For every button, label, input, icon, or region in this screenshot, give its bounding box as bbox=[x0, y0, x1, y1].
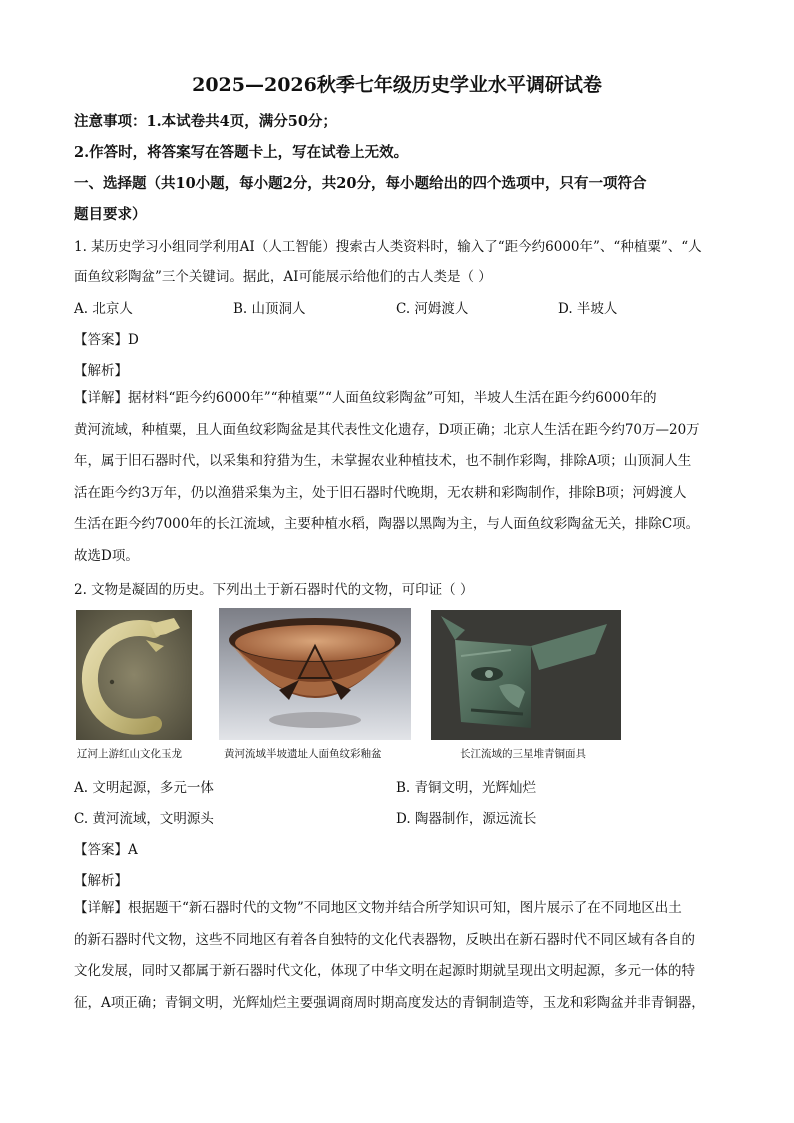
q2-detail-line: 征，A项正确；青铜文明，光辉灿烂主要强调商周时期高度发达的青铜制造等，玉龙和彩陶盆并非青铜器， bbox=[74, 994, 705, 1011]
jade-dragon-image bbox=[76, 610, 192, 740]
q2-analysis-label: 【解析】 bbox=[74, 873, 128, 889]
q2-option-b: B. 青铜文明，光辉灿烂 bbox=[396, 780, 537, 796]
section-heading-line-1: 一、选择题（共10小题，每小题2分，共20分，每小题给出的四个选项中，只有一项符合 bbox=[74, 175, 647, 192]
q1-option-d: D. 半坡人 bbox=[558, 301, 618, 317]
q1-detail-line: 故选D项。 bbox=[74, 547, 139, 564]
painted-basin-image bbox=[219, 608, 411, 740]
bronze-mask-image bbox=[431, 610, 621, 740]
caption-jade-dragon: 辽河上游红山文化玉龙 bbox=[77, 748, 182, 760]
page-title: 2025—2026秋季七年级历史学业水平调研试卷 bbox=[192, 74, 602, 96]
notice-line-2: 2.作答时，将答案写在答题卡上，写在试卷上无效。 bbox=[74, 144, 409, 161]
q1-stem-line-2: 面鱼纹彩陶盆”三个关键词。据此，AI可能展示给他们的古人类是（ ） bbox=[74, 269, 492, 285]
q2-option-a: A. 文明起源，多元一体 bbox=[74, 780, 214, 796]
q1-answer: 【答案】D bbox=[74, 332, 139, 348]
q1-detail-line: 生活在距今约7000年的长江流域，主要种植水稻，陶器以黑陶为主，与人面鱼纹彩陶盆无关，排除C项。 bbox=[74, 516, 700, 532]
section-heading-line-2: 题目要求） bbox=[74, 206, 147, 223]
q2-answer: 【答案】A bbox=[74, 842, 138, 858]
q1-option-c: C. 河姆渡人 bbox=[396, 301, 469, 317]
notice-line-1: 注意事项：1.本试卷共4页，满分50分； bbox=[74, 113, 337, 130]
q2-stem: 2. 文物是凝固的历史。下列出土于新石器时代的文物，可印证（ ） bbox=[74, 582, 474, 598]
q1-detail-line: 年，属于旧石器时代，以采集和狩猎为生，未掌握农业种植技术，也不制作彩陶，排除A项；山顶洞人生 bbox=[74, 453, 692, 469]
q1-detail bbox=[74, 383, 738, 572]
q1-detail-line: 黄河流域，种植粟，且人面鱼纹彩陶盆是其代表性文化遗存，D项正确；北京人生活在距今约70万—20万 bbox=[74, 421, 700, 438]
q1-option-b: B. 山顶洞人 bbox=[233, 301, 306, 317]
q1-detail-line: 【详解】据材料“距今约6000年”“种植粟”“人面鱼纹彩陶盆”可知，半坡人生活在距今约6000年的 bbox=[74, 390, 657, 406]
q1-detail-line: 活在距今约3万年，仍以渔猎采集为主，处于旧石器时代晚期，无农耕和彩陶制作，排除B项；河姆渡人 bbox=[74, 484, 687, 501]
caption-bronze-mask: 长江流域的三星堆青铜面具 bbox=[460, 748, 586, 760]
q2-option-d: D. 陶器制作，源远流长 bbox=[396, 811, 537, 827]
q2-detail bbox=[74, 893, 738, 1019]
q2-detail-line: 文化发展，同时又都属于新石器时代文化，体现了中华文明在起源时期就呈现出文明起源，多元一体的特 bbox=[74, 963, 695, 979]
q1-analysis-label: 【解析】 bbox=[74, 363, 128, 379]
q2-option-c: C. 黄河流域，文明源头 bbox=[74, 811, 214, 827]
caption-painted-basin: 黄河流域半坡遗址人面鱼纹彩釉盆 bbox=[224, 748, 382, 760]
q2-detail-line: 的新石器时代文物，这些不同地区有着各自独特的文化代表器物，反映出在新石器时代不同区域有各自的 bbox=[74, 931, 695, 948]
q1-stem-line-1: 1. 某历史学习小组同学利用AI（人工智能）搜索古人类资料时，输入了“距今约6000年”、“种植粟”、“人 bbox=[74, 239, 702, 255]
q1-option-a: A. 北京人 bbox=[74, 301, 133, 317]
q2-detail-line: 【详解】根据题干“新石器时代的文物”不同地区文物并结合所学知识可知，图片展示了在不同地区出土 bbox=[74, 900, 682, 916]
